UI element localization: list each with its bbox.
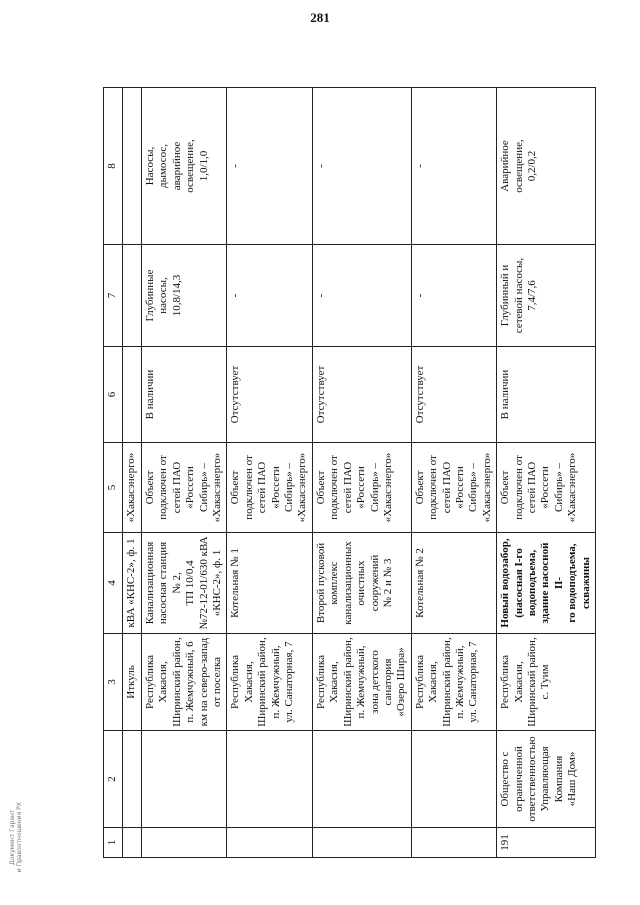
header-cell: 2 bbox=[104, 731, 123, 828]
table-cell: Объект подключен от сетей ПАО «Россети Сибирь» – «Хакасэнерго» bbox=[227, 443, 312, 533]
table-cell: 191 bbox=[497, 828, 596, 858]
table-cell: - bbox=[312, 245, 411, 347]
table-cell bbox=[411, 828, 496, 858]
table-row bbox=[142, 88, 227, 858]
data-table bbox=[103, 87, 596, 858]
table-cell: «Хакасэнерго» bbox=[123, 443, 142, 533]
table-row bbox=[227, 88, 312, 858]
table-cell: Иткуль bbox=[123, 634, 142, 731]
stamp-text: Документ Гарант и Правоотношения РХ bbox=[8, 802, 23, 873]
table-cell bbox=[123, 245, 142, 347]
table-cell bbox=[312, 731, 411, 828]
table-cell: В наличии bbox=[142, 347, 227, 443]
table-cell bbox=[123, 731, 142, 828]
table-row bbox=[497, 88, 596, 858]
table-cell: Аварийное освещение, 0,2/0,2 bbox=[497, 88, 596, 245]
header-cell: 4 bbox=[104, 533, 123, 634]
table-cell bbox=[123, 88, 142, 245]
header-row bbox=[104, 88, 123, 858]
table-cell: - bbox=[227, 88, 312, 245]
header-cell: 8 bbox=[104, 88, 123, 245]
header-cell: 3 bbox=[104, 634, 123, 731]
table-cell: Котельная № 1 bbox=[227, 533, 312, 634]
table-cell bbox=[142, 828, 227, 858]
header-cell: 6 bbox=[104, 347, 123, 443]
table-cell: Республика Хакасия, Ширинский район, п. Жемчужный, ул. Санаторная, 7 bbox=[227, 634, 312, 731]
table-cell: - bbox=[411, 88, 496, 245]
table-cell: Глубинный и сетевой насосы, 7,4/7,6 bbox=[497, 245, 596, 347]
table-cell bbox=[227, 731, 312, 828]
table-cell: Республика Хакасия, Ширинский район, п. Жемчужный, 6 км на северо-запад от поселка bbox=[142, 634, 227, 731]
table-cell: - bbox=[227, 245, 312, 347]
table-cell: Котельная № 2 bbox=[411, 533, 496, 634]
table-cell bbox=[411, 731, 496, 828]
table-cell: Отсутствует bbox=[227, 347, 312, 443]
table-cell: Объект подключен от сетей ПАО «Россети Сибирь» – «Хакасэнерго» bbox=[312, 443, 411, 533]
table-cell bbox=[123, 347, 142, 443]
table-cell: Канализационная насосная станция № 2, ТП 10/0,4 №72-12-01/630 кВА «КНС-2», ф. 1 bbox=[142, 533, 227, 634]
table-cell: В наличии bbox=[497, 347, 596, 443]
table-cell bbox=[142, 731, 227, 828]
table-cell: Объект подключен от сетей ПАО «Россети Сибирь» – «Хакасэнерго» bbox=[411, 443, 496, 533]
table-row bbox=[411, 88, 496, 858]
table-cell: Отсутствует bbox=[312, 347, 411, 443]
header-cell: 1 bbox=[104, 828, 123, 858]
table-cell: Объект подключен от сетей ПАО «Россети Сибирь» – «Хакасэнерго» bbox=[497, 443, 596, 533]
table-cell: Второй пусковой комплекс канализационных очистных сооружений № 2 и № 3 bbox=[312, 533, 411, 634]
table-cell: - bbox=[312, 88, 411, 245]
table-cell: Республика Хакасия, Ширинский район, с. Туим bbox=[497, 634, 596, 731]
table-cell: Республика Хакасия, Ширинский район, п. Жемчужный, ул. Санаторная, 7 bbox=[411, 634, 496, 731]
header-cell: 5 bbox=[104, 443, 123, 533]
rotated-table-container bbox=[103, 88, 592, 858]
document-stamp bbox=[6, 780, 24, 900]
table-cell: Насосы, дымосос, аварийное освещение, 1,0/1,0 bbox=[142, 88, 227, 245]
table-cell: Новый водозабор, (насосная I-го водоподъема, здание насосной II- го водоподъема, скважины bbox=[497, 533, 596, 634]
table-row bbox=[312, 88, 411, 858]
continuation-row bbox=[123, 88, 142, 858]
table-cell: - bbox=[411, 245, 496, 347]
table-cell: Республика Хакасия, Ширинский район, п. Жемчужный, зона детского санатория «Озеро Шира» bbox=[312, 634, 411, 731]
table-cell bbox=[312, 828, 411, 858]
rotated-table bbox=[103, 88, 592, 858]
table-cell: Общество с ограниченной ответственностью Управляющая Компания «Наш Дом» bbox=[497, 731, 596, 828]
page-number: 281 bbox=[310, 10, 330, 25]
table-cell: Отсутствует bbox=[411, 347, 496, 443]
table-cell: кВА «КНС-2», ф. 1 bbox=[123, 533, 142, 634]
table-cell bbox=[123, 828, 142, 858]
table-cell bbox=[227, 828, 312, 858]
table-cell: Объект подключен от сетей ПАО «Россети Сибирь» – «Хакасэнерго» bbox=[142, 443, 227, 533]
header-cell: 7 bbox=[104, 245, 123, 347]
table-cell: Глубинные насосы, 10,8/14,3 bbox=[142, 245, 227, 347]
